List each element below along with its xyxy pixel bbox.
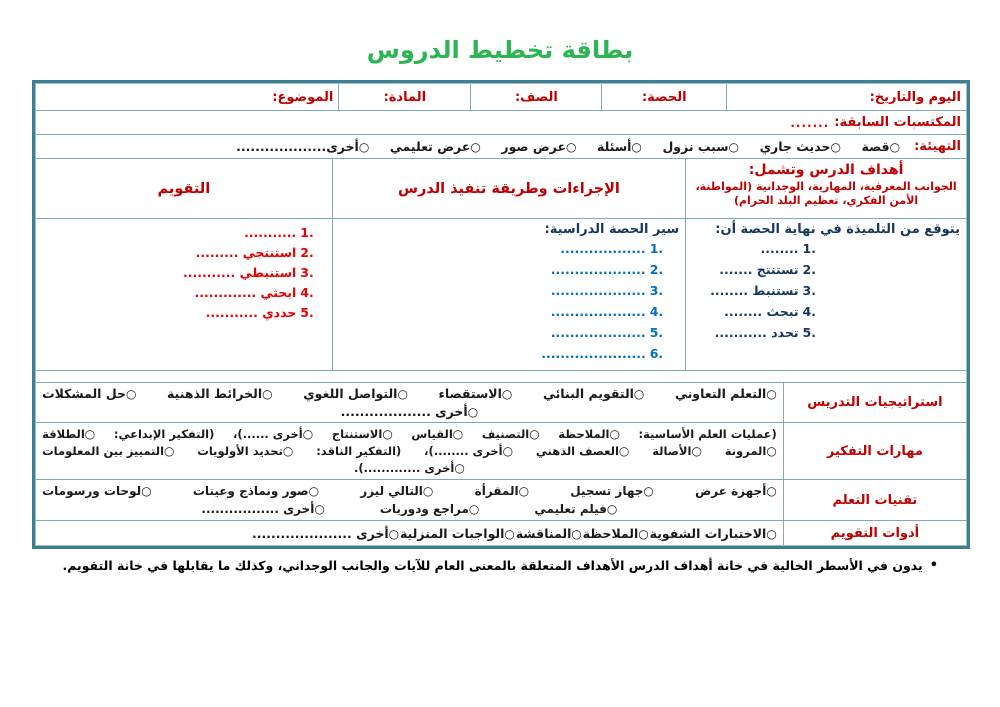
goals-header: أهداف الدرس وتشمل: <box>748 162 904 178</box>
info-cell-topic <box>36 84 338 110</box>
warmup-option[interactable] <box>501 139 576 154</box>
option-label: حل المشكلات <box>42 386 126 402</box>
circle-checkbox-icon: ○ <box>262 387 273 402</box>
option-label: أخرى .............). <box>353 461 455 475</box>
flow-item-dots: .................... <box>550 304 646 319</box>
circle-checkbox-icon: ○ <box>606 501 618 516</box>
option-label: أخرى ......)، <box>232 427 303 441</box>
thinking-skills-row <box>36 422 966 479</box>
flow-item <box>333 238 663 259</box>
option-label: جهاز تسجيل <box>570 484 644 499</box>
evaluation-tool-option[interactable] <box>583 526 649 541</box>
procedures-content-cell <box>332 219 685 370</box>
option-label: أخرى ........)، <box>424 444 503 458</box>
option-label: فيلم تعليمي <box>534 501 607 516</box>
flow-item-number: 4. <box>649 304 664 319</box>
circle-checkbox-icon: ○ <box>397 387 408 402</box>
option-label: المناقشة <box>515 525 572 541</box>
evaluation-item-text: استنتجي ......... <box>195 245 297 260</box>
option-label: القياس <box>411 427 453 441</box>
strategy-option[interactable] <box>675 386 777 401</box>
circle-checkbox-icon: ○ <box>766 526 777 541</box>
goal-item-text: تستنبط ........ <box>710 283 799 298</box>
circle-checkbox-icon: ○ <box>422 484 434 499</box>
evaluation-item <box>36 223 314 243</box>
circle-checkbox-icon: ○ <box>643 484 654 499</box>
section-content-row <box>36 218 966 370</box>
goals-subheader: الجوانب المعرفية، المهارية، الوجدانية (المواطنة، الأمن الفكري، تعظيم البلد الحرام) <box>695 180 957 207</box>
evaluation-item-number: 5. <box>300 305 314 320</box>
warmup-option[interactable] <box>390 139 481 154</box>
strategies-label-cell <box>783 383 966 422</box>
tech-line2 <box>42 502 777 516</box>
warmup-option[interactable] <box>760 139 841 154</box>
info-row <box>36 84 966 110</box>
planning-card-table <box>32 80 970 549</box>
evaluation-tool-option[interactable] <box>252 526 399 541</box>
thinking-token[interactable] <box>411 427 463 441</box>
evaluation-item <box>36 303 314 323</box>
evaluation-header-cell <box>36 159 332 218</box>
circle-checkbox-icon: ○ <box>502 444 514 458</box>
evaluation-tools-label: أدوات التقويم <box>830 525 920 541</box>
thinking-token[interactable] <box>652 444 702 458</box>
evaluation-tools-label-cell <box>783 521 966 545</box>
circle-checkbox-icon: ○ <box>452 427 464 441</box>
circle-checkbox-icon: ○ <box>388 526 400 541</box>
page-title: بطاقة تخطيط الدروس <box>366 36 634 64</box>
option-label: التقويم البنائي <box>542 386 634 402</box>
footnote <box>30 558 938 573</box>
evaluation-item <box>36 243 314 263</box>
strategy-option[interactable] <box>543 386 644 401</box>
goal-item <box>686 259 816 280</box>
goal-item <box>686 238 816 259</box>
option-label: أخرى ................. <box>201 501 315 516</box>
option-label: التالي ليزر <box>360 484 423 499</box>
evaluation-item-text: ابحثي ............. <box>194 285 297 300</box>
circle-checkbox-icon: ○ <box>282 444 294 458</box>
evaluation-list <box>36 219 332 323</box>
info-cell-class <box>470 84 601 110</box>
option-label: المقرأة <box>474 484 519 499</box>
thinking-token[interactable] <box>536 444 629 458</box>
thinking-token[interactable] <box>482 427 540 441</box>
circle-checkbox-icon: ○ <box>638 526 649 541</box>
circle-checkbox-icon: ○ <box>766 387 777 402</box>
option-label: الملاحظة <box>558 427 610 441</box>
thinking-skills-label-cell <box>783 423 966 479</box>
planning-card-inner <box>35 83 967 546</box>
evaluation-item-number: 2. <box>300 245 314 260</box>
tech-option[interactable] <box>201 502 324 516</box>
thinking-token[interactable] <box>197 444 293 458</box>
circle-checkbox-icon: ○ <box>518 484 530 499</box>
thinking-token[interactable] <box>114 427 215 441</box>
option-label: أخرى ..................... <box>252 525 389 541</box>
circle-checkbox-icon: ○ <box>314 501 325 516</box>
warmup-label: التهيئة: <box>914 139 961 154</box>
option-label: الأصالة <box>652 444 692 458</box>
circle-checkbox-icon: ○ <box>633 387 645 402</box>
option-label: (التفكير الإبداعي: <box>113 427 215 441</box>
thinking-token[interactable] <box>233 427 313 441</box>
lesson-flow-list <box>333 238 685 364</box>
thinking-line2 <box>42 444 777 458</box>
strategy-option[interactable] <box>167 386 273 401</box>
goal-item <box>686 280 816 301</box>
option-label: الخرائط الذهنية <box>167 386 263 402</box>
option-label: التواصل اللغوي <box>303 386 398 402</box>
strategy-option[interactable] <box>303 386 408 401</box>
topic-label: الموضوع: <box>272 89 334 105</box>
option-label: المرونة <box>724 444 767 458</box>
option-label: الواجبات المنزلية <box>399 525 505 541</box>
tech-option[interactable] <box>42 484 152 498</box>
evaluation-item-number: 3. <box>300 265 314 280</box>
thinking-token[interactable] <box>332 427 393 441</box>
circle-checkbox-icon: ○ <box>529 427 540 441</box>
warmup-option[interactable] <box>597 139 642 154</box>
thinking-token[interactable] <box>639 427 777 441</box>
option-label: أسئلة <box>597 139 632 154</box>
thinking-token[interactable] <box>725 444 777 458</box>
goal-item-text: تحدد ........... <box>714 325 799 340</box>
circle-checkbox-icon: ○ <box>382 427 393 441</box>
circle-checkbox-icon: ○ <box>84 427 96 441</box>
warmup-option[interactable] <box>236 139 369 154</box>
learning-tech-content-cell <box>36 480 783 520</box>
circle-checkbox-icon: ○ <box>565 140 577 154</box>
evaluation-item-text: ........... <box>244 225 297 240</box>
thinking-skills-label: مهارات التفكير <box>826 443 923 459</box>
option-label: مراجع ودوريات <box>379 501 469 516</box>
flow-item <box>333 322 663 343</box>
goals-expectation-title: يتوقع من التلميذة في نهاية الحصة أن: <box>715 222 960 237</box>
prior-learning-dots: ....... <box>790 115 830 130</box>
tech-option[interactable] <box>534 502 617 516</box>
spacer-row <box>36 370 966 382</box>
option-label: الاختبارات الشفوية <box>649 525 767 541</box>
option-label: أجهزة عرض <box>695 484 767 499</box>
tech-option[interactable] <box>193 484 319 498</box>
flow-item-dots: .................. <box>560 241 646 256</box>
flow-item <box>333 280 663 301</box>
strategies-label: استراتيجيات التدريس <box>807 395 943 410</box>
thinking-token[interactable] <box>42 444 174 458</box>
subject-label: المادة: <box>383 89 427 105</box>
thinking-skills-content-cell <box>36 423 783 479</box>
tech-option[interactable] <box>695 484 777 498</box>
thinking-line1 <box>42 427 777 441</box>
prior-learning-label: المكتسبات السابقة: <box>834 115 961 130</box>
option-label: حديث جاري <box>759 139 831 154</box>
evaluation-header: التقويم <box>157 180 211 197</box>
warmup-option[interactable] <box>862 139 901 154</box>
circle-checkbox-icon: ○ <box>467 404 479 419</box>
tech-line1 <box>42 484 777 498</box>
evaluation-tool-option[interactable] <box>516 526 582 541</box>
flow-item-dots: .................... <box>550 283 646 298</box>
option-label: عرض تعليمي <box>389 139 471 154</box>
flow-item-number: 6. <box>649 346 664 361</box>
flow-item-dots: ...................... <box>541 346 646 361</box>
goal-item-text: تبحث ........ <box>724 304 799 319</box>
goal-item <box>686 322 816 343</box>
option-label: لوحات ورسومات <box>42 484 142 499</box>
circle-checkbox-icon: ○ <box>468 501 480 516</box>
flow-item <box>333 259 663 280</box>
thinking-option-other[interactable] <box>354 461 465 475</box>
info-cell-period <box>601 84 726 110</box>
goal-item-number: 5. <box>802 325 816 340</box>
evaluation-item-text: حددي ........... <box>205 305 297 320</box>
evaluation-tool-option[interactable] <box>400 526 515 541</box>
evaluation-item-text: استنبطي ........... <box>183 265 297 280</box>
option-label: (التفكير الناقد: <box>316 444 402 458</box>
tech-option[interactable] <box>570 484 654 498</box>
goals-header-cell <box>685 159 966 218</box>
goals-content-cell <box>685 219 966 370</box>
option-label: تحديد الأولويات <box>197 444 283 458</box>
evaluation-content-cell <box>36 219 332 370</box>
circle-checkbox-icon: ○ <box>889 140 901 154</box>
option-label: الاستنتاج <box>331 427 383 441</box>
thinking-token[interactable] <box>42 427 95 441</box>
tools-line1 <box>42 526 777 541</box>
goals-list <box>686 238 966 343</box>
tech-option[interactable] <box>380 502 480 516</box>
circle-checkbox-icon: ○ <box>358 140 370 154</box>
strategies-line1 <box>42 386 777 401</box>
circle-checkbox-icon: ○ <box>728 140 740 154</box>
warmup-option[interactable] <box>662 139 739 154</box>
evaluation-item-number: 1. <box>300 225 314 240</box>
flow-item-dots: .................... <box>550 325 646 340</box>
goal-item-text: تستنتج ....... <box>719 262 799 277</box>
circle-checkbox-icon: ○ <box>766 444 777 458</box>
flow-item <box>333 301 663 322</box>
prior-learning-row <box>36 110 966 134</box>
option-label: الملاحظة <box>582 525 639 541</box>
tech-option[interactable] <box>360 484 433 498</box>
flow-item-number: 2. <box>649 262 664 277</box>
circle-checkbox-icon: ○ <box>618 444 630 458</box>
learning-tech-label-cell <box>783 480 966 520</box>
strategies-content-cell <box>36 383 783 422</box>
option-label: التصنيف <box>481 427 530 441</box>
warmup-options <box>36 139 900 154</box>
option-label: الطلاقة <box>42 427 85 441</box>
period-label: الحصة: <box>641 89 687 105</box>
option-label: عرض صور <box>501 139 566 154</box>
option-label: صور ونماذج وعينات <box>192 484 309 499</box>
flow-item-number: 3. <box>649 283 664 298</box>
strategy-option[interactable] <box>439 386 513 401</box>
procedures-header: الإجراءات وطريقة تنفيذ الدرس <box>397 180 620 197</box>
evaluation-tools-row <box>36 520 966 545</box>
strategies-row <box>36 382 966 422</box>
goal-item-number: 3. <box>802 283 816 298</box>
goal-item-number: 4. <box>802 304 816 319</box>
circle-checkbox-icon: ○ <box>141 484 152 499</box>
goal-item <box>686 301 816 322</box>
circle-checkbox-icon: ○ <box>164 444 175 458</box>
class-label: الصف: <box>514 89 558 105</box>
strategies-line2 <box>42 404 777 419</box>
thinking-line3 <box>42 461 777 475</box>
circle-checkbox-icon: ○ <box>766 484 777 499</box>
flow-item-number: 1. <box>649 241 664 256</box>
flow-item <box>333 343 663 364</box>
section-headers-row <box>36 158 966 218</box>
info-cell-subject <box>338 84 470 110</box>
circle-checkbox-icon: ○ <box>691 444 702 458</box>
circle-checkbox-icon: ○ <box>571 526 582 541</box>
strategy-option[interactable] <box>42 386 136 401</box>
circle-checkbox-icon: ○ <box>454 461 465 475</box>
goal-item-number: 1. <box>802 241 816 256</box>
circle-checkbox-icon: ○ <box>308 484 320 499</box>
thinking-token[interactable] <box>424 444 513 458</box>
thinking-token[interactable] <box>558 427 620 441</box>
info-cell-day-date <box>726 84 966 110</box>
bullet-icon: • <box>929 558 938 573</box>
option-label: قصة <box>861 139 890 154</box>
circle-checkbox-icon: ○ <box>504 526 515 541</box>
goal-item-text: ........ <box>760 241 799 256</box>
tech-option[interactable] <box>475 484 529 498</box>
option-label: (عمليات العلم الأساسية: <box>638 427 777 441</box>
lesson-flow-title: سير الحصة الدراسية: <box>544 222 680 237</box>
circle-checkbox-icon: ○ <box>501 387 513 402</box>
strategy-option-other[interactable] <box>341 404 479 419</box>
goal-item-number: 2. <box>802 262 816 277</box>
option-label: التمييز بين المعلومات <box>42 444 165 458</box>
evaluation-item-number: 4. <box>300 285 314 300</box>
flow-item-dots: .................... <box>550 262 646 277</box>
circle-checkbox-icon: ○ <box>125 387 137 402</box>
evaluation-item <box>36 283 314 303</box>
circle-checkbox-icon: ○ <box>631 140 642 154</box>
evaluation-item <box>36 263 314 283</box>
option-label: التعلم التعاوني <box>674 386 767 402</box>
footnote-text: يدون في الأسطر الخالية في خانة أهداف الدرس الأهداف المتعلقة بالمعنى العام للآيات والجانب الوجداني، وكذلك ما يقابلها في خانة التقويم. <box>62 558 923 573</box>
option-label: سبب نزول <box>662 139 729 154</box>
circle-checkbox-icon: ○ <box>609 427 620 441</box>
flow-item-number: 5. <box>649 325 664 340</box>
learning-tech-label: تقنيات التعلم <box>832 492 918 508</box>
option-label: الاستقصاء <box>438 386 502 402</box>
circle-checkbox-icon: ○ <box>302 427 314 441</box>
option-label: العصف الذهني <box>535 444 619 458</box>
warmup-row <box>36 134 966 158</box>
procedures-header-cell <box>332 159 685 218</box>
evaluation-tools-content-cell <box>36 521 783 545</box>
learning-tech-row <box>36 479 966 520</box>
circle-checkbox-icon: ○ <box>830 140 841 154</box>
evaluation-tool-option[interactable] <box>650 526 777 541</box>
circle-checkbox-icon: ○ <box>470 140 481 154</box>
option-label: أخرى ................... <box>340 403 468 419</box>
thinking-token[interactable] <box>316 444 401 458</box>
option-label: أخرى................... <box>236 139 359 154</box>
day-date-label: اليوم والتاريخ: <box>869 89 961 105</box>
